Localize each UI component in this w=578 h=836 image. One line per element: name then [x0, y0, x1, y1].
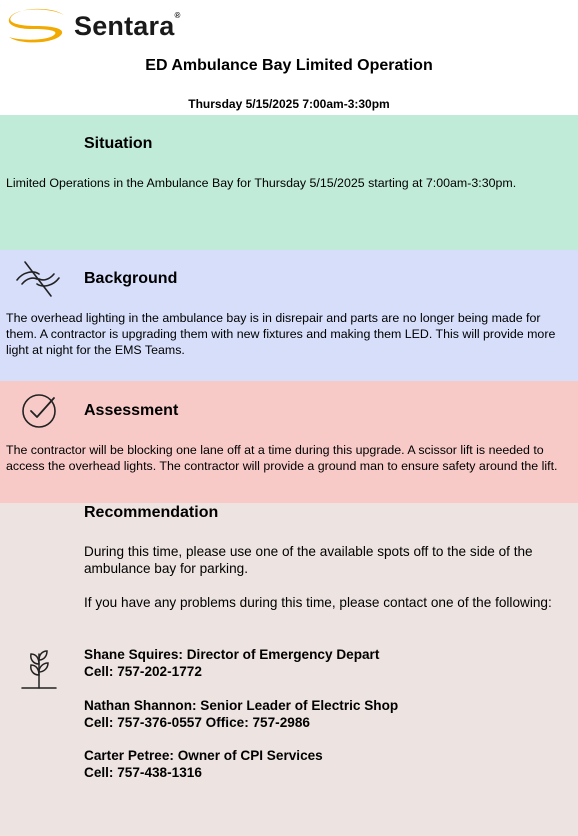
- sprout-icon: [20, 648, 58, 690]
- recommendation-title: Recommendation: [84, 504, 219, 521]
- situation-text: Limited Operations in the Ambulance Bay for Thursday 5/15/2025 starting at 7:00am-3:30pm.: [6, 176, 517, 190]
- recommendation-paragraph-1: During this time, please use one of the available spots off to the side of the ambulance bay for parking.: [84, 544, 533, 576]
- background-section: [0, 250, 578, 381]
- background-title: Background: [84, 270, 178, 287]
- contact-3: [84, 747, 323, 781]
- situation-title: Situation: [84, 135, 153, 152]
- background-text: The overhead lighting in the ambulance bay is in disrepair and parts are no longer being made for them. A contractor is upgrading them with new fixtures and making them LED. This will provide more light at night for the EMS Teams.: [6, 311, 556, 357]
- check-circle-icon: [20, 392, 58, 430]
- header: [0, 0, 578, 115]
- contact-1-name: Shane Squires: Director of Emergency Depart: [84, 647, 380, 662]
- assessment-title: Assessment: [84, 402, 179, 419]
- recommendation-section: [0, 503, 578, 836]
- sentara-swoosh-icon: [6, 7, 68, 45]
- logo-wordmark: Sentara®: [74, 10, 181, 41]
- page-title: ED Ambulance Bay Limited Operation: [145, 57, 433, 74]
- sentara-logo: [6, 6, 181, 46]
- assessment-section: [0, 381, 578, 503]
- contact-2: [84, 697, 398, 731]
- situation-section: [0, 115, 578, 250]
- contact-3-name: Carter Petree: Owner of CPI Services: [84, 748, 323, 763]
- event-date: Thursday 5/15/2025 7:00am-3:30pm: [188, 97, 390, 111]
- contact-1: [84, 646, 379, 680]
- assessment-text: The contractor will be blocking one lane off at a time during this upgrade. A scissor lift is needed to access the overhead lights. The contractor will provide a ground man to ensure safety around the lift.: [6, 443, 558, 473]
- contact-3-phone: Cell: 757-438-1316: [84, 765, 202, 780]
- contact-2-phone: Cell: 757-376-0557 Office: 757-2986: [84, 715, 310, 730]
- signal-waves-icon: [15, 260, 61, 298]
- contact-2-name: Nathan Shannon: Senior Leader of Electric Shop: [84, 698, 399, 713]
- contact-1-phone: Cell: 757-202-1772: [84, 664, 202, 679]
- recommendation-paragraph-2: If you have any problems during this time, please contact one of the following:: [84, 595, 552, 610]
